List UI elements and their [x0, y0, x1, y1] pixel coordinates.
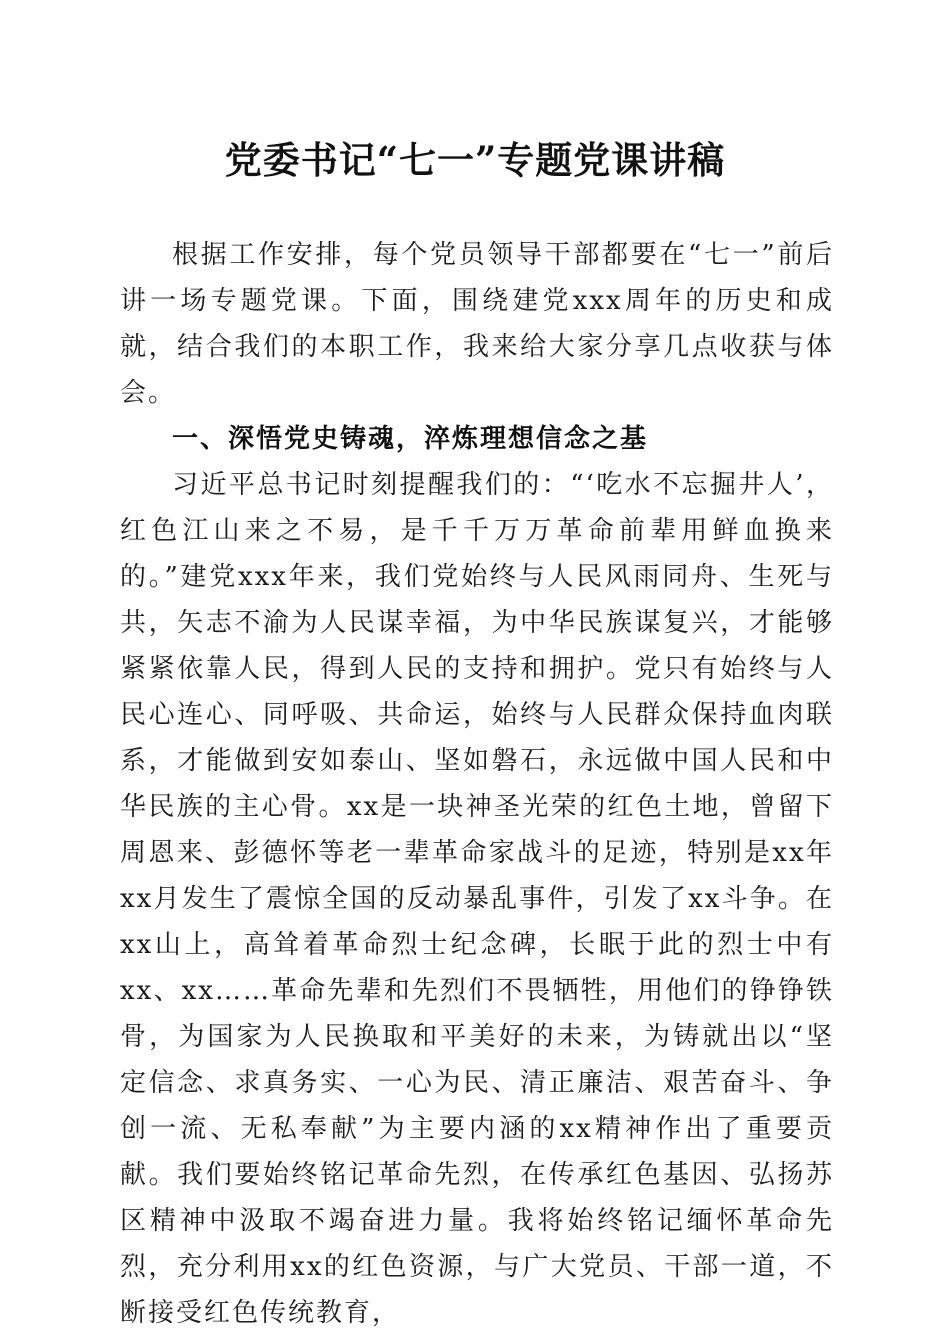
document-title: 党委书记“七一”专题党课讲稿	[224, 138, 726, 182]
document-body	[120, 232, 834, 1336]
section-paragraph: 习近平总书记时刻提醒我们的：“‘吃水不忘掘井人’，红色江山来之不易，是千千万万革命前辈用鲜血换来的。”建党xxx年来，我们党始终与人民风雨同舟、生死与共，矢志不渝为人民谋幸福，为中华民族谋复兴，才能够紧紧依靠人民，得到人民的支持和拥护。党只有始终与人民心连心、同呼吸、共命运，始终与人民群众保持血肉联系，才能做到安如泰山、坚如磐石，永远做中国人民和中华民族的主心骨。xx是一块神圣光荣的红色土地，曾留下周恩来、彭德怀等老一辈革命家战斗的足迹，特别是xx年xx月发生了震惊全国的反动暴乱事件，引发了xx斗争。在xx山上，高耸着革命烈士纪念碑，长眠于此的烈士中有xx、xx……革命先辈和先烈们不畏牺牲，用他们的铮铮铁骨，为国家为人民换取和平美好的未来，为铸就出以“坚定信念、求真务实、一心为民、清正廉洁、艰苦奋斗、争创一流、无私奉献”为主要内涵的xx精神作出了重要贡献。我们要始终铭记革命先烈，在传承红色基因、弘扬苏区精神中汲取不竭奋进力量。我将始终铭记缅怀革命先烈，充分利用xx的红色资源，与广大党员、干部一道，不断接受红色传统教育，	[120, 470, 834, 1328]
intro-paragraph: 根据工作安排，每个党员领导干部都要在“七一”前后讲一场专题党课。下面，围绕建党xxx周年的历史和成就，结合我们的本职工作，我来给大家分享几点收获与体会。	[120, 240, 834, 408]
section-heading: 一、深悟党史铸魂，淬炼理想信念之基	[172, 424, 649, 454]
